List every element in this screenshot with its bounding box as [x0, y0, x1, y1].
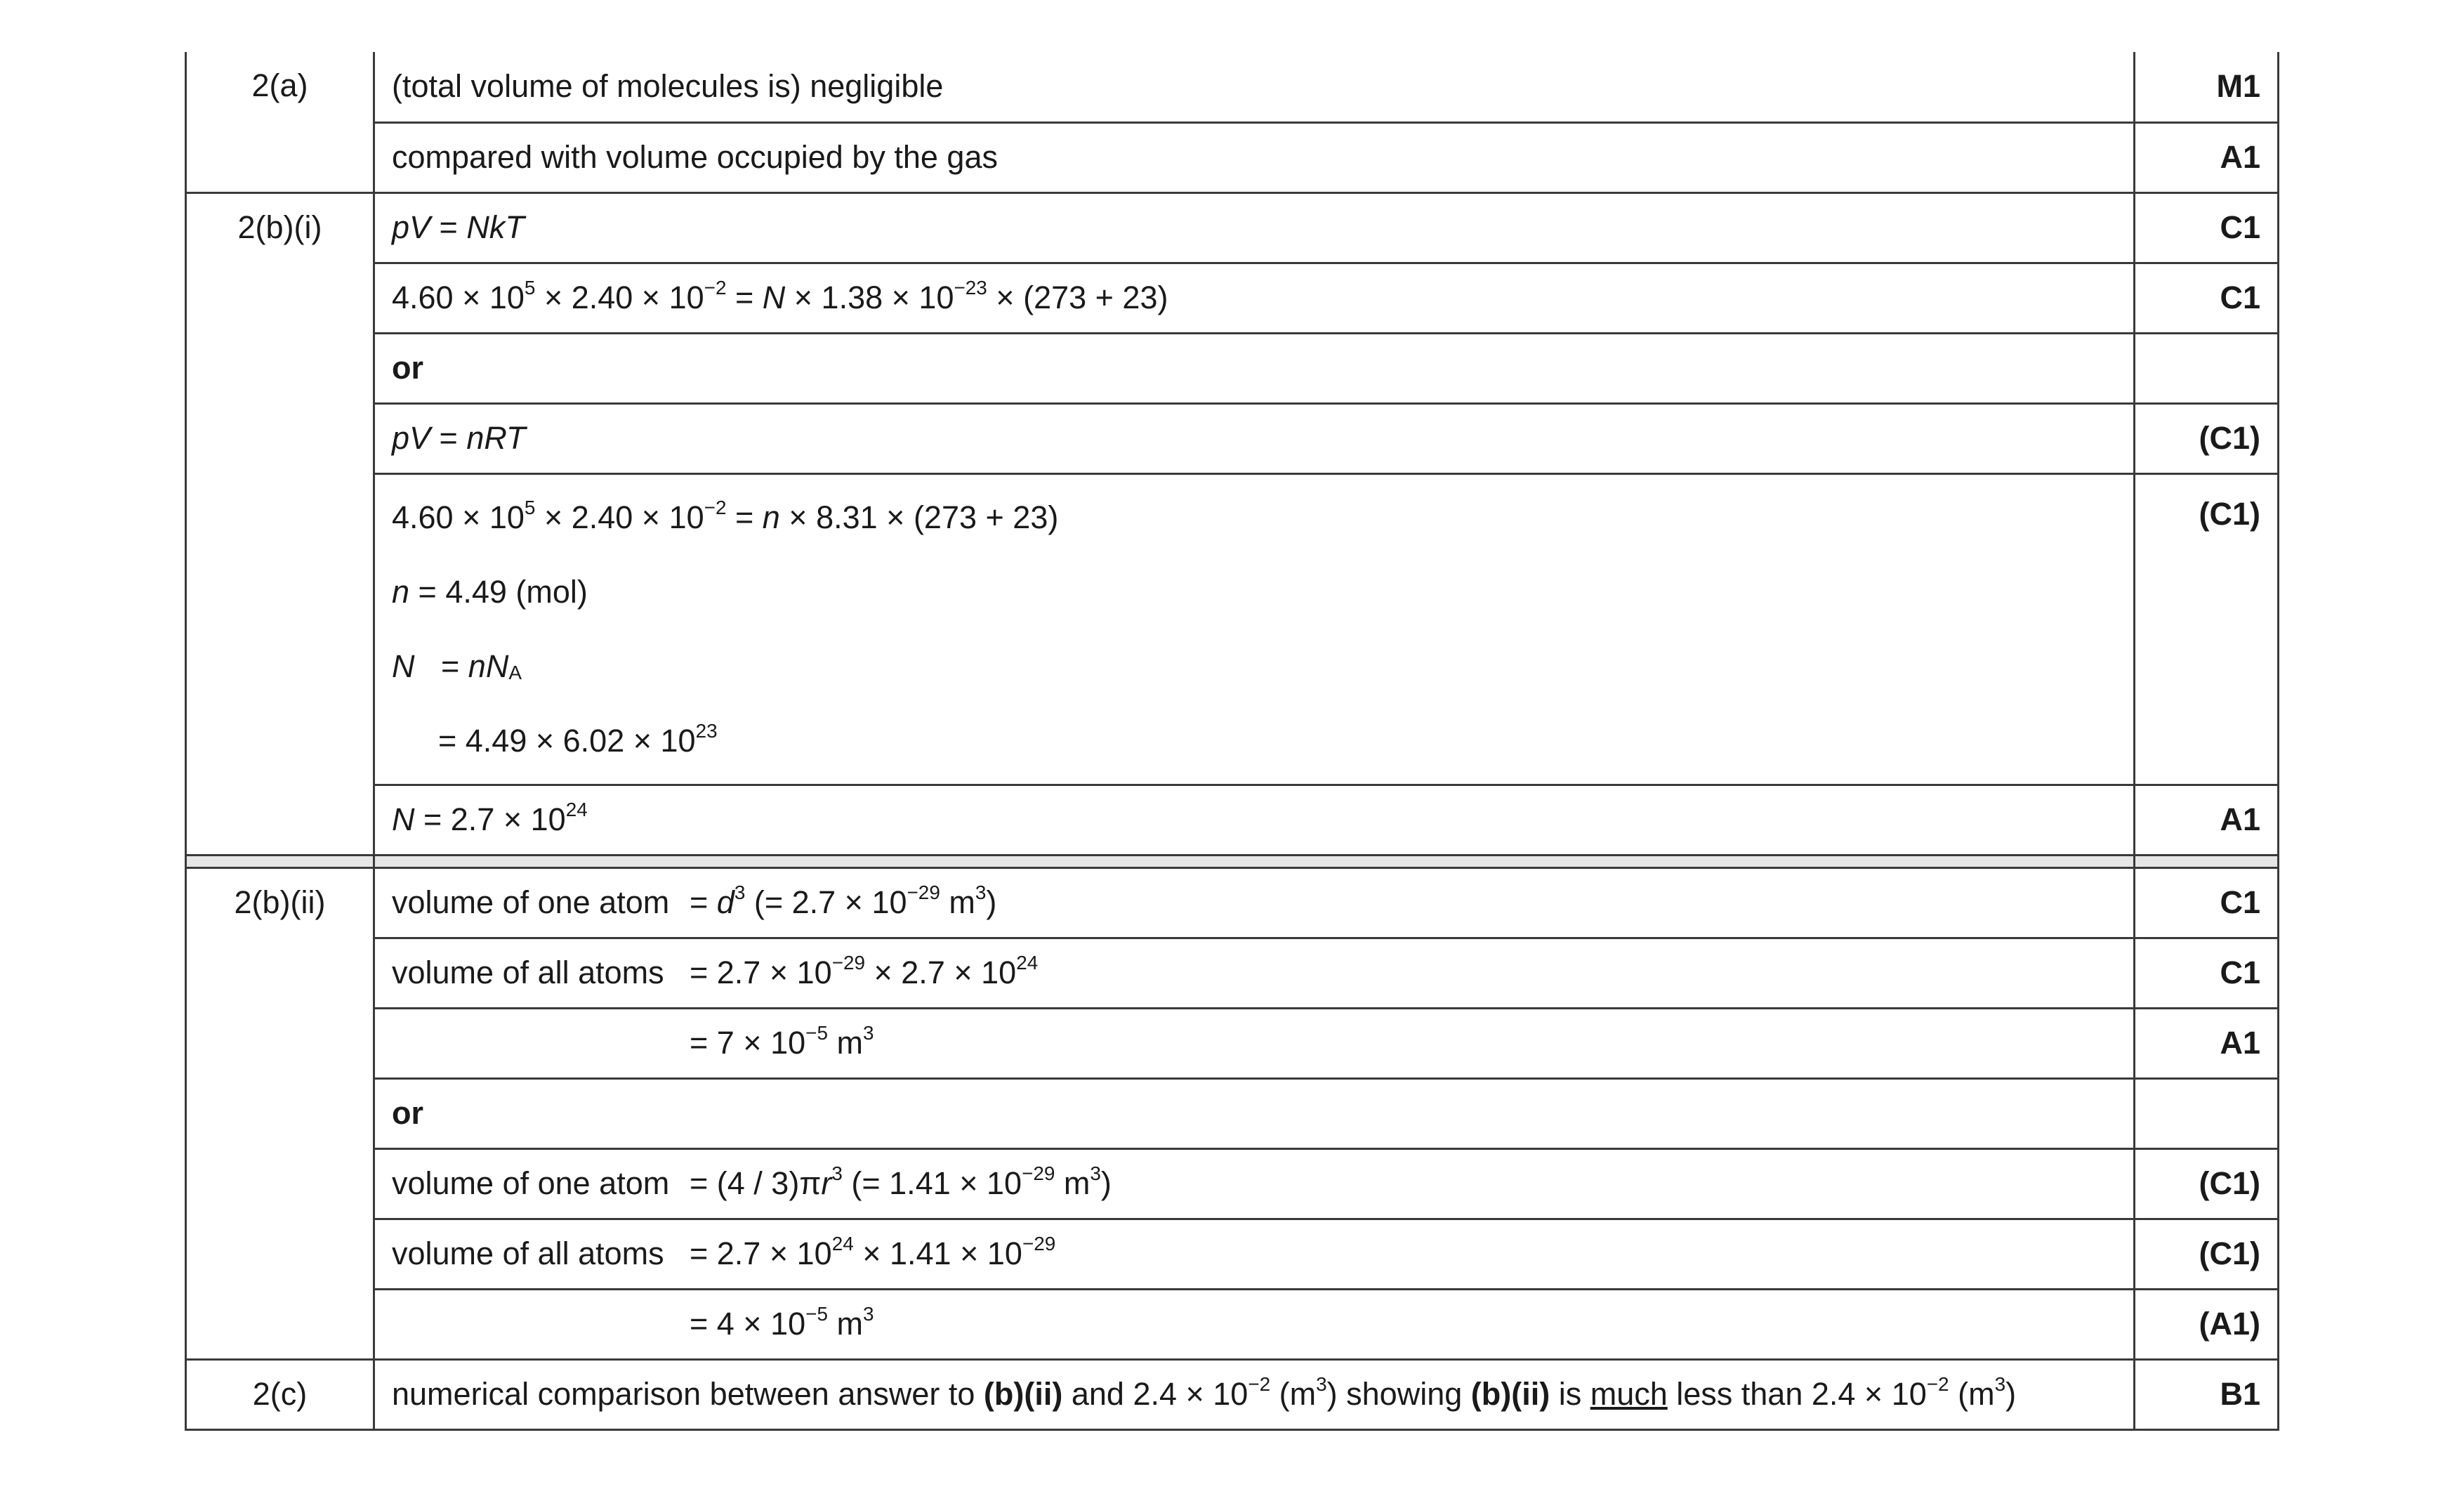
mark-code: A1	[2135, 122, 2279, 192]
answer-equation: $N = 2.7 \times 10^{24}$	[374, 785, 2135, 855]
mark-scheme-table	[185, 52, 2279, 1431]
answer-equation: = $4.49 \times 6.02 \times 10^{23}$	[438, 719, 718, 759]
table-row	[186, 122, 2279, 192]
separator-cell	[374, 855, 2135, 867]
answer-label: volume of all atoms	[392, 955, 664, 990]
table-row	[186, 1148, 2279, 1219]
answer-label: volume of all atoms	[392, 1236, 664, 1271]
mark-code: (C1)	[2135, 1219, 2279, 1289]
answer-text: numerical comparison between answer to (b)(ii) and $2.4 \times 10^{-2}$ $(m^3)$ showing (b)(ii) is much less than $2.4 \times 10^{-2}$ $(m^3)$	[374, 1359, 2135, 1429]
table-row	[186, 1078, 2279, 1148]
question-number: 2(b)(i)	[186, 192, 374, 855]
or-label: or	[374, 333, 2135, 403]
mark-code: C1	[2135, 938, 2279, 1008]
table-row	[186, 403, 2279, 473]
table-row	[186, 785, 2279, 855]
answer-label: volume of one atom	[392, 884, 670, 920]
separator-cell	[2135, 855, 2279, 867]
mark-code: C1	[2135, 263, 2279, 333]
table-row	[186, 1008, 2279, 1078]
answer-text: (total volume of molecules is) negligible	[374, 52, 2135, 122]
answer-label: volume of one atom	[392, 1165, 670, 1201]
mark-code: A1	[2135, 785, 2279, 855]
answer-text: compared with volume occupied by the gas	[374, 122, 2135, 192]
question-number: 2(a)	[186, 52, 374, 192]
or-label: or	[374, 1078, 2135, 1148]
mark-code-empty	[2135, 1078, 2279, 1148]
table-row	[186, 52, 2279, 122]
answer-equation: $4.60 \times 10^5 \times 2.40 \times 10^{-2} = n \times 8.31 \times (273 + 23)$	[392, 496, 1059, 535]
mark-code: C1	[2135, 867, 2279, 938]
answer-equation: $N = nN_A$	[392, 648, 522, 684]
mark-code-empty	[2135, 333, 2279, 403]
table-row	[186, 263, 2279, 333]
table-row	[186, 333, 2279, 403]
answer-equation: volume of one atom = $(4 / 3)\pi r^3$ (= $1.41 \times 10^{-29}$ $m^3$)	[374, 1148, 2135, 1219]
mark-code: B1	[2135, 1359, 2279, 1429]
answer-equation: pV = nRT	[374, 403, 2135, 473]
table-row	[186, 473, 2279, 785]
table-row	[186, 867, 2279, 938]
mark-code: C1	[2135, 192, 2279, 263]
table-row	[186, 1219, 2279, 1289]
mark-code: M1	[2135, 52, 2279, 122]
table-separator	[186, 855, 2279, 867]
separator-cell	[186, 855, 374, 867]
table-row	[186, 1359, 2279, 1429]
question-number: 2(c)	[186, 1359, 374, 1429]
question-number: 2(b)(ii)	[186, 867, 374, 1359]
answer-equation: volume of one atom = $d^3$ (= $2.7 \times 10^{-29}$ $m^3$)	[374, 867, 2135, 938]
mark-code: A1	[2135, 1008, 2279, 1078]
mark-code: (A1)	[2135, 1289, 2279, 1359]
answer-equation: volume of all atoms = $2.7 \times 10^{-29} \times 2.7 \times 10^{24}$	[374, 938, 2135, 1008]
answer-equation: pV = NkT	[374, 192, 2135, 263]
answer-equation: = $4 \times 10^{-5}$ $m^3$	[374, 1289, 2135, 1359]
table-row	[186, 192, 2279, 263]
mark-code: (C1)	[2135, 403, 2279, 473]
answer-working	[374, 473, 2135, 785]
table-row	[186, 938, 2279, 1008]
answer-equation: $4.60 \times 10^5 \times 2.40 \times 10^{-2} = N \times 1.38 \times 10^{-23} \times (273 + 23)$	[374, 263, 2135, 333]
mark-code: (C1)	[2135, 1148, 2279, 1219]
mark-code: (C1)	[2135, 473, 2279, 785]
answer-equation: volume of all atoms = $2.7 \times 10^{24} \times 1.41 \times 10^{-29}$	[374, 1219, 2135, 1289]
answer-equation: n = 4.49 (mol)	[392, 573, 588, 610]
table-row	[186, 1289, 2279, 1359]
answer-equation: = $7 \times 10^{-5}$ $m^3$	[374, 1008, 2135, 1078]
